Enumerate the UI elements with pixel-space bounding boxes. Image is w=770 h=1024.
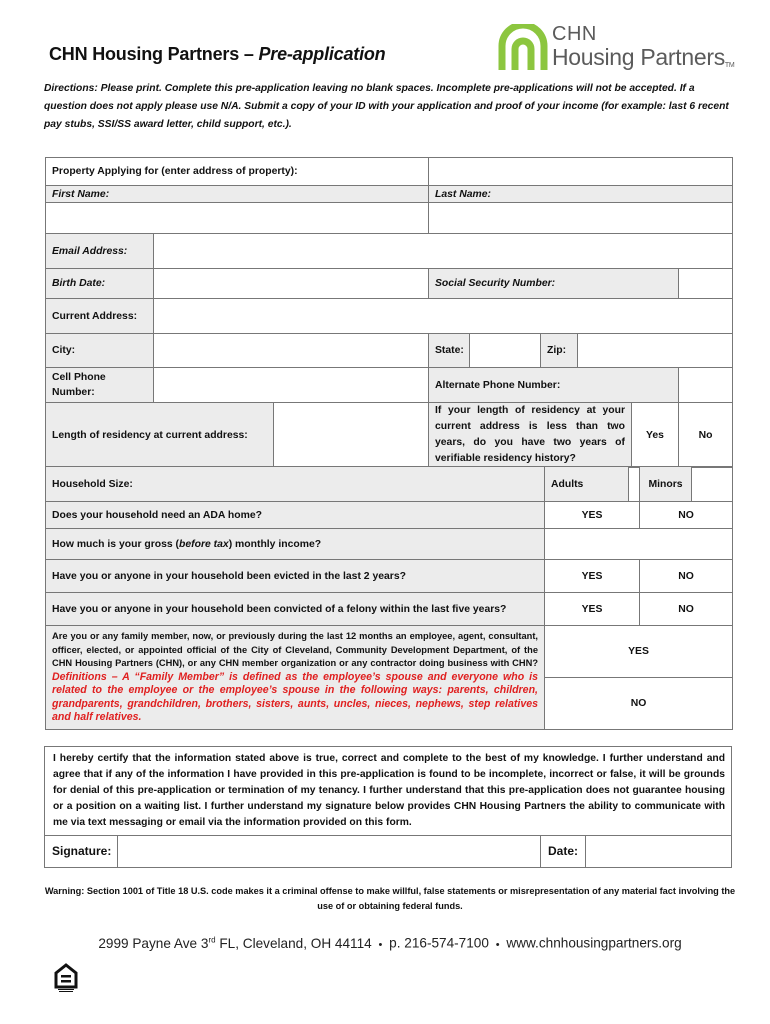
alt-phone-label: Alternate Phone Number: — [429, 368, 679, 403]
footer-address: 2999 Payne Ave 3rd FL, Cleveland, OH 44114 — [98, 935, 372, 951]
certification-text: I hereby certify that the information stated above is true, correct and complete to the best of my knowledge. I further understand and agree that if any of the information I have provided in this pre-application is found to be incomplete, incorrect or false, it will be grounds for denial of this pre-application or termination of my tenancy. I further understand that this pre-application does not guarantee housing or a position on a waiting list. I further understand my signature below provides CHN Housing Partners the ability to communicate with me via text messaging or email via the information provided on this form. — [53, 753, 725, 828]
ssn-label: Social Security Number: — [429, 269, 679, 299]
first-name-label: First Name: — [46, 186, 429, 203]
signature-label: Signature: — [52, 844, 112, 858]
ssn-input[interactable] — [679, 269, 733, 299]
eviction-yes-option[interactable]: YES — [545, 560, 640, 593]
residency-input[interactable] — [274, 403, 429, 468]
current-address-input[interactable] — [154, 299, 733, 334]
adults-label: Adults — [545, 467, 629, 502]
state-input[interactable] — [470, 334, 541, 368]
cell-phone-label: Cell Phone Number: — [46, 368, 154, 403]
residency-history-question: If your length of residency at your current address is less than two years, do you have two years of verifiable residency history? — [429, 403, 632, 468]
ada-yes-option[interactable]: YES — [545, 502, 640, 529]
bullet-separator: • — [378, 938, 383, 951]
footer-contact — [40, 935, 740, 951]
birth-date-label: Birth Date: — [46, 269, 154, 299]
residency-yes-option[interactable]: Yes — [632, 403, 679, 468]
household-table — [45, 466, 733, 730]
email-label: Email Address: — [46, 234, 154, 269]
federal-warning: Warning: Section 1001 of Title 18 U.S. code makes it a criminal offense to make willful, false statements or misrepresentation of any material fact involving the use of or obtaining federal funds. — [44, 886, 736, 911]
household-size-label: Household Size: — [46, 467, 545, 502]
felony-yes-option[interactable]: YES — [545, 593, 640, 626]
city-input[interactable] — [154, 334, 429, 368]
residency-label: Length of residency at current address: — [46, 403, 274, 468]
adults-input[interactable] — [629, 467, 640, 502]
employee-question-cell — [46, 626, 545, 730]
ada-no-option[interactable]: NO — [640, 502, 733, 529]
minors-label: Minors — [640, 467, 692, 502]
zip-input[interactable] — [578, 334, 733, 368]
zip-label: Zip: — [541, 334, 578, 368]
equal-housing-opportunity-icon — [50, 960, 82, 992]
income-input[interactable] — [545, 529, 733, 560]
cell-phone-input[interactable] — [154, 368, 429, 403]
bullet-separator: • — [495, 938, 500, 951]
applicant-info-table — [45, 157, 733, 468]
state-label: State: — [429, 334, 470, 368]
logo-text-chn: CHN — [552, 23, 597, 45]
eviction-question: Have you or anyone in your household been evicted in the last 2 years? — [46, 560, 545, 593]
last-name-label: Last Name: — [429, 186, 733, 203]
chn-logo — [498, 22, 738, 76]
date-input[interactable] — [585, 836, 731, 867]
date-label: Date: — [548, 844, 579, 858]
ada-question: Does your household need an ADA home? — [46, 502, 545, 529]
directions: Directions: Please print. Complete this pre-application leaving no blank spaces. Incomplete pre-applications will not be accepted. If a question does not apply please use N/A. Submit a copy of your ID with your application and proof of your income (for example: last 6 recent pay stubs, SSI/SS award letter, child support, etc.). — [44, 83, 729, 130]
email-input[interactable] — [154, 234, 733, 269]
property-label: Property Applying for (enter address of property): — [46, 158, 429, 186]
certification-box — [44, 746, 732, 868]
family-member-definition: Definitions – A “Family Member” is defined as the employee’s spouse and everyone who is related to the employee or the employee’s spouse in the following ways: parents, children, grandparents, grandchildren, brothers, sisters, aunts, uncles, nieces, nephews, step relatives and half relatives. — [52, 670, 538, 723]
city-label: City: — [46, 334, 154, 368]
last-name-input[interactable] — [429, 203, 733, 234]
footer-website[interactable]: www.chnhousingpartners.org — [506, 935, 682, 951]
current-address-label: Current Address: — [46, 299, 154, 334]
alt-phone-input[interactable] — [679, 368, 733, 403]
employee-no-option[interactable]: NO — [545, 678, 733, 730]
page-title: CHN Housing Partners – Pre-application — [49, 44, 386, 64]
birth-date-input[interactable] — [154, 269, 429, 299]
first-name-input[interactable] — [46, 203, 429, 234]
logo-arch-icon — [498, 24, 548, 70]
signature-row — [45, 835, 731, 867]
signature-input[interactable] — [117, 836, 541, 867]
employee-yes-option[interactable]: YES — [545, 626, 733, 678]
felony-question: Have you or anyone in your household been convicted of a felony within the last five years? — [46, 593, 545, 626]
felony-no-option[interactable]: NO — [640, 593, 733, 626]
footer-phone: p. 216-574-7100 — [389, 935, 489, 951]
income-question: How much is your gross (before tax) monthly income? — [46, 529, 545, 560]
eviction-no-option[interactable]: NO — [640, 560, 733, 593]
property-input[interactable] — [429, 158, 733, 186]
logo-text-housing-partners: Housing PartnersTM — [552, 44, 735, 70]
minors-input[interactable] — [692, 467, 733, 502]
residency-no-option[interactable]: No — [679, 403, 733, 468]
employee-question: Are you or any family member, now, or previously during the last 12 months an employee, agent, consultant, officer, elected, or appointed official of the City of Cleveland, Community Development Department, of the CHN Housing Partners (CHN), or any CHN member organization or any contractor doing business with CHN? — [52, 631, 538, 668]
